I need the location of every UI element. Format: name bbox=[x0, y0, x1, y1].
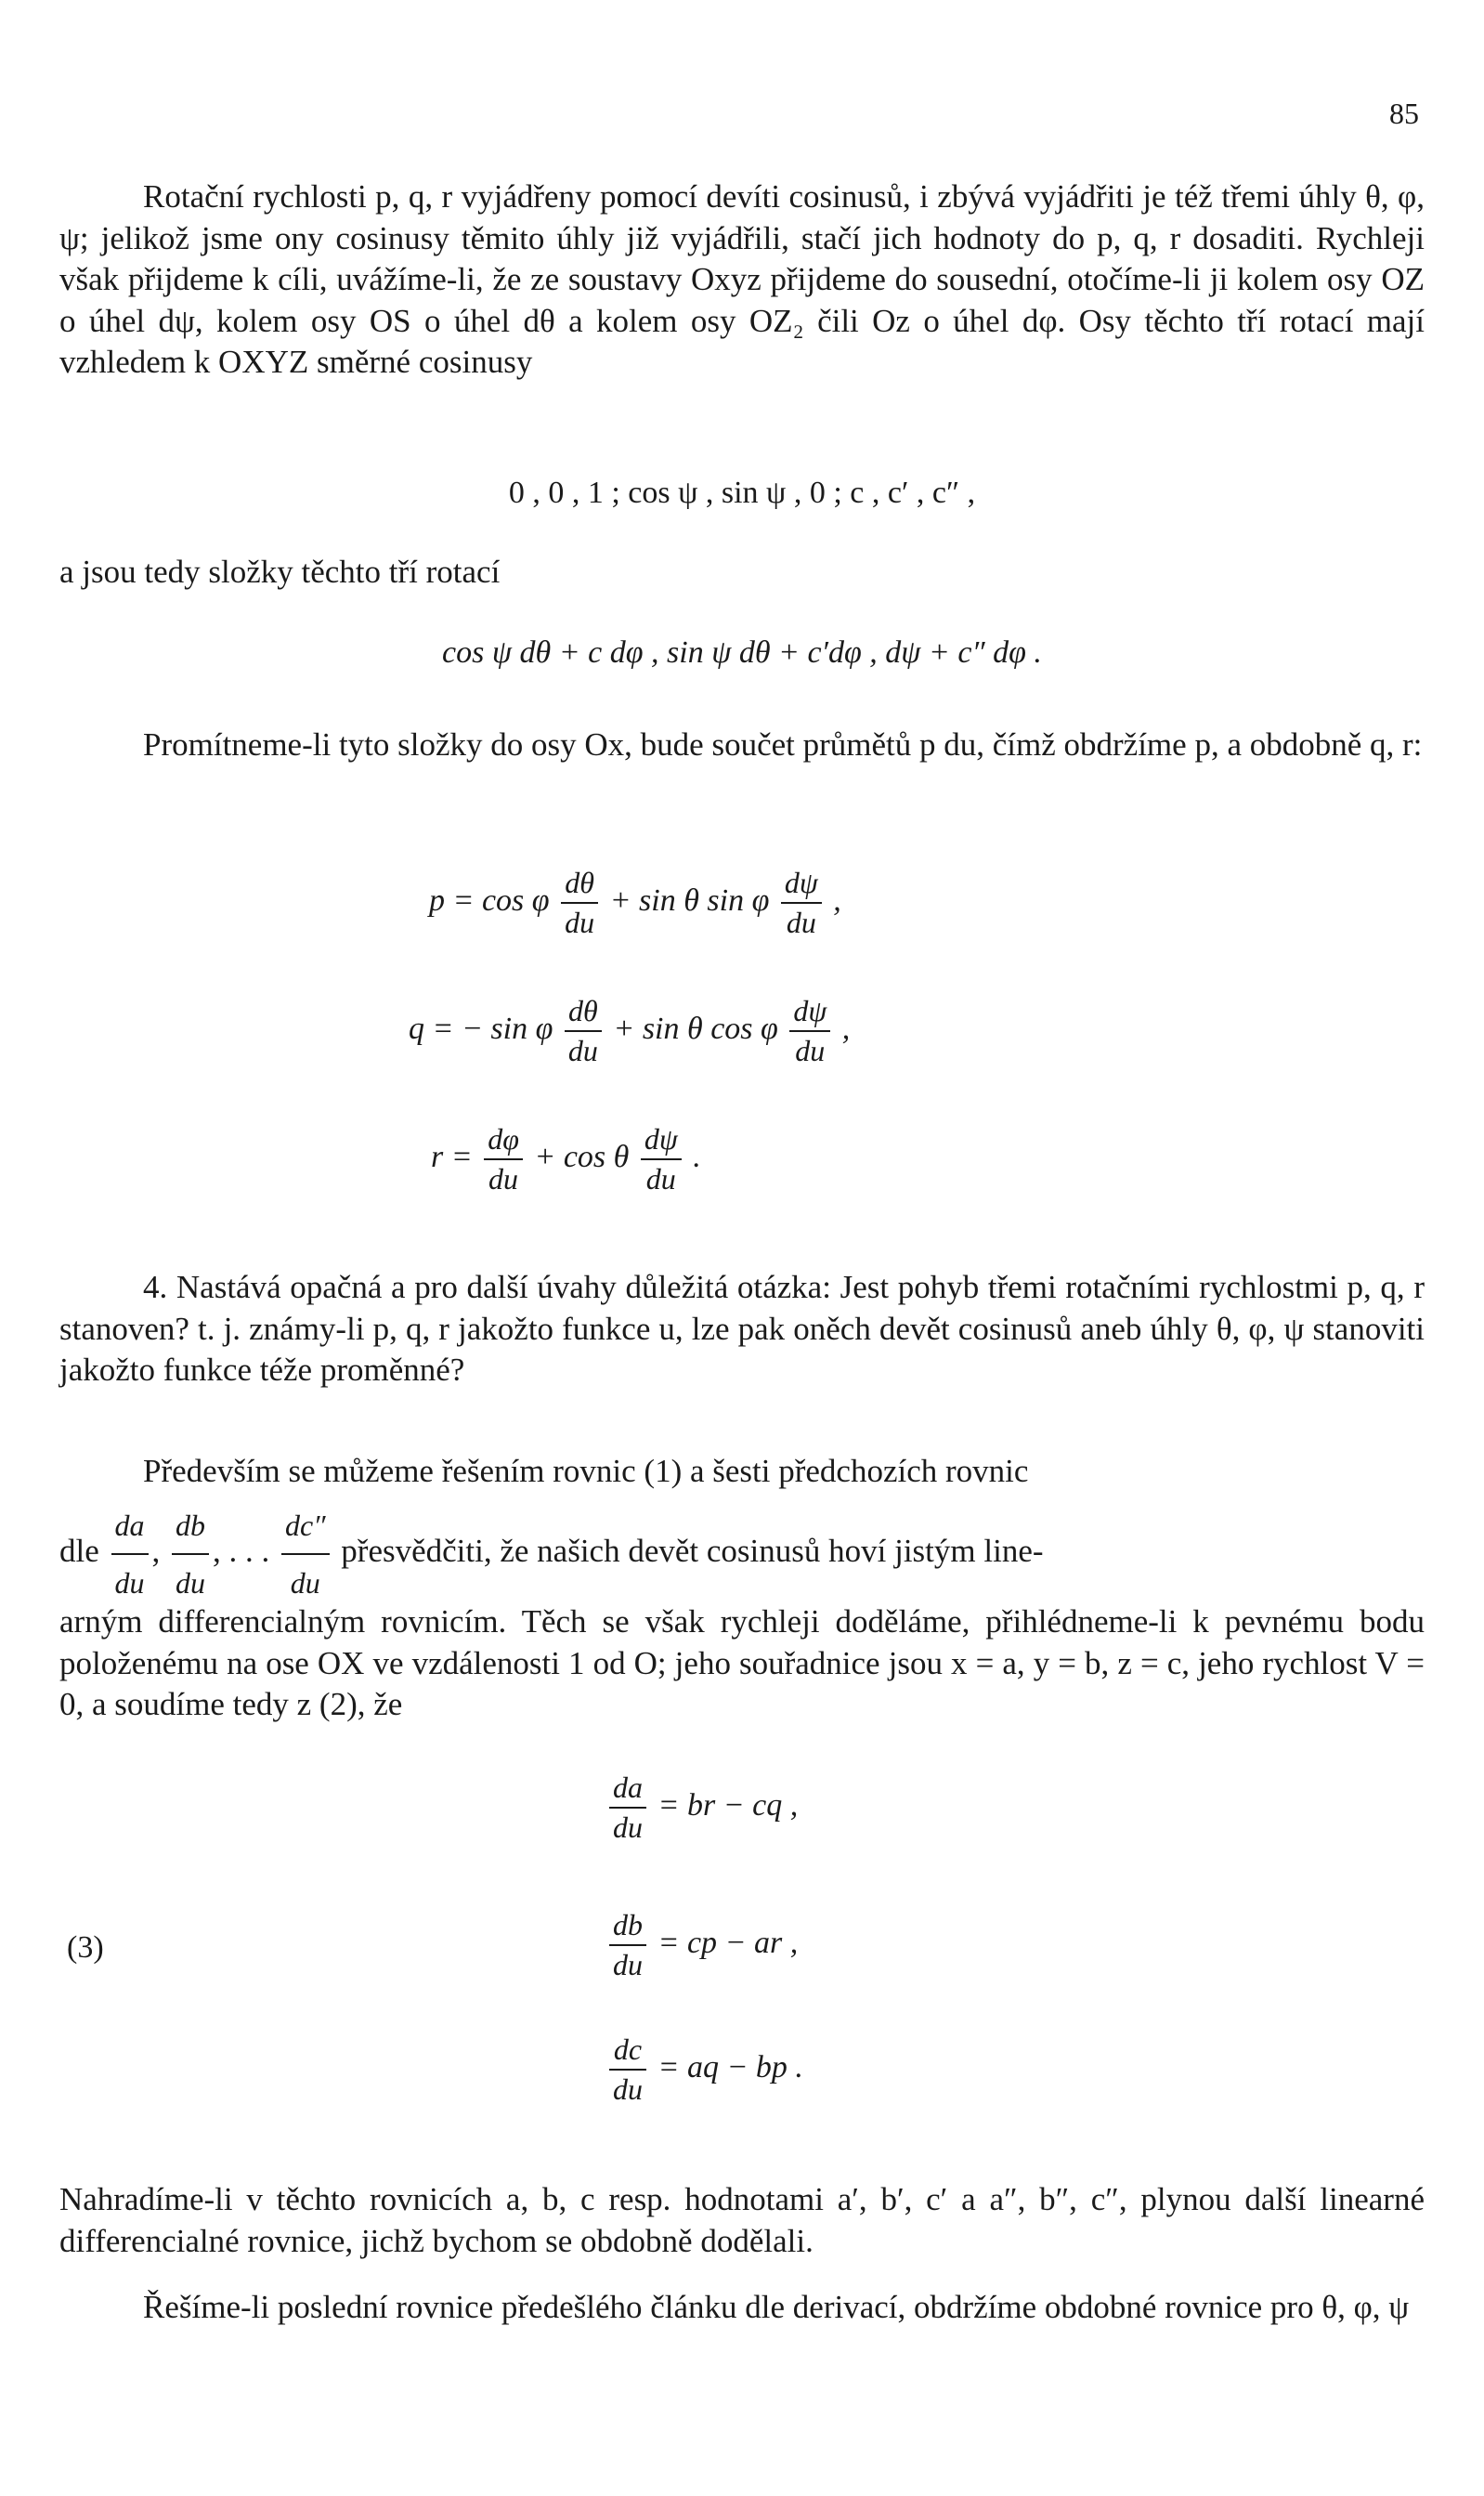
fraction-dphi-du: $\frac{d\varphi}{du}$ bbox=[484, 1122, 523, 1196]
fraction-dc2-du: $\frac{dc''}{du}$ bbox=[281, 1499, 330, 1609]
equation-p-mid: + sin θ sin φ bbox=[609, 882, 770, 918]
paragraph-replacing: Nahradíme-li v těchto rovnicích a, b, c resp. hodnotami a′, b′, c′ a a″, b″, c″, plynou další linearné differencialné rovnice, jichž bychom se obdobně dodělali. bbox=[59, 2181, 1425, 2259]
paragraph-solving: Řešíme-li poslední rovnice předešlého článku dle derivací, obdržíme obdobné rovnice pro θ, φ, ψ bbox=[143, 2289, 1410, 2325]
equation-r-mid: + cos θ bbox=[534, 1139, 630, 1174]
direction-cosines-line: 0 , 0 , 1 ; cos ψ , sin ψ , 0 ; c , c′ , c″ , bbox=[508, 476, 976, 510]
page-number: 85 bbox=[1389, 97, 1419, 130]
equation-q: q = − sin φ $\frac{d\theta}{du}$ + sin θ cos φ $\frac{d\psi}{du}$ , bbox=[409, 994, 851, 1067]
equation-q-mid: + sin θ cos φ bbox=[613, 1011, 778, 1046]
system-label: (3) bbox=[67, 1930, 104, 1965]
fraction-db-du: $\frac{db}{du}$ bbox=[172, 1499, 209, 1609]
paragraph-rotation-speeds: Rotační rychlosti p, q, r vyjádřeny pomocí devíti cosinusů, i zbývá vyjádřiti je též třemi úhly θ, φ, ψ; jelikož jsme ony cosinusy těmito úhly již vyjádřili, stačí jich hodnoty do p, q, r dosaditi. Rychleji však přijdeme k cíli, uvážíme-li, že ze soustavy Oxyz přijdeme do sousední, otočíme-li ji kolem osy OZ o úhel dψ, kolem osy OS o úhel dθ a kolem osy OZ₂ čili Oz o úhel dφ. Osy těchto tří rotací mají vzhledem k OXYZ směrné cosinusy bbox=[59, 178, 1425, 381]
line-derivatives: dle $\frac{da}{du}$ , $\frac{db}{du}$ , . . . $\frac{dc''}{du}$ přesvědčiti, že našich devět cosinusů hoví jistým line- bbox=[59, 1499, 1425, 1609]
fraction-dpsi-du: $\frac{d\psi}{du}$ bbox=[789, 994, 830, 1068]
system-eq-c: $\frac{dc}{du}$ = aq − bp . bbox=[605, 2032, 803, 2107]
paragraph-fixed-point: arným differencialným rovnicím. Těch se však rychleji doděláme, přihlédneme-li k pevnému bodu položenému na ose OX ve vzdálenosti 1 od O; jeho souřadnice jsou x = a, y = b, z = c, jeho rychlost V = 0, a soudíme tedy z (2), že bbox=[59, 1603, 1425, 1723]
equation-r-lhs: r = bbox=[431, 1139, 473, 1174]
paragraph-first-of-all: Především se můžeme řešením rovnic (1) a šesti předchozích rovnic bbox=[143, 1453, 1029, 1489]
paragraph-projection: Promítneme-li tyto složky do osy Ox, bude součet průmětů p du, čímž obdržíme p, a obdobně q, r: bbox=[143, 726, 1423, 763]
equation-r: r = $\frac{d\varphi}{du}$ + cos θ $\frac{d\psi}{du}$ . bbox=[431, 1122, 701, 1196]
paragraph-components-intro: a jsou tedy složky těchto tří rotací bbox=[59, 554, 501, 590]
equation-p-lhs: p = cos φ bbox=[429, 882, 550, 918]
fraction-da-du: $\frac{da}{du}$ bbox=[111, 1499, 149, 1609]
system-eq-a: $\frac{da}{du}$ = br − cq , bbox=[605, 1771, 798, 1845]
rotation-components-line: cos ψ dθ + c dφ , sin ψ dθ + c′dφ , dψ + c″ dφ . bbox=[442, 635, 1042, 670]
fraction-dtheta-du: $\frac{d\theta}{du}$ bbox=[565, 994, 602, 1068]
paragraph-section-4: 4. Nastává opačná a pro další úvahy důležitá otázka: Jest pohyb třemi rotačními rychlostmi p, q, r stanoven? t. j. známy-li p, q, r jakožto funkce u, lze pak oněch devět cosinusů aneb úhly θ, φ, ψ stanoviti jakožto funkce téže proměnné? bbox=[59, 1269, 1425, 1389]
equation-p: p = cos φ $\frac{d\theta}{du}$ + sin θ sin φ $\frac{d\psi}{du}$ , bbox=[429, 866, 841, 939]
equation-q-lhs: q = − sin φ bbox=[409, 1011, 553, 1046]
system-eq-b: $\frac{db}{du}$ = cp − ar , bbox=[605, 1908, 798, 1982]
fraction-dtheta-du: $\frac{d\theta}{du}$ bbox=[561, 866, 598, 940]
fraction-dpsi-du: $\frac{d\psi}{du}$ bbox=[641, 1122, 682, 1196]
fraction-dpsi-du: $\frac{d\psi}{du}$ bbox=[781, 866, 822, 940]
